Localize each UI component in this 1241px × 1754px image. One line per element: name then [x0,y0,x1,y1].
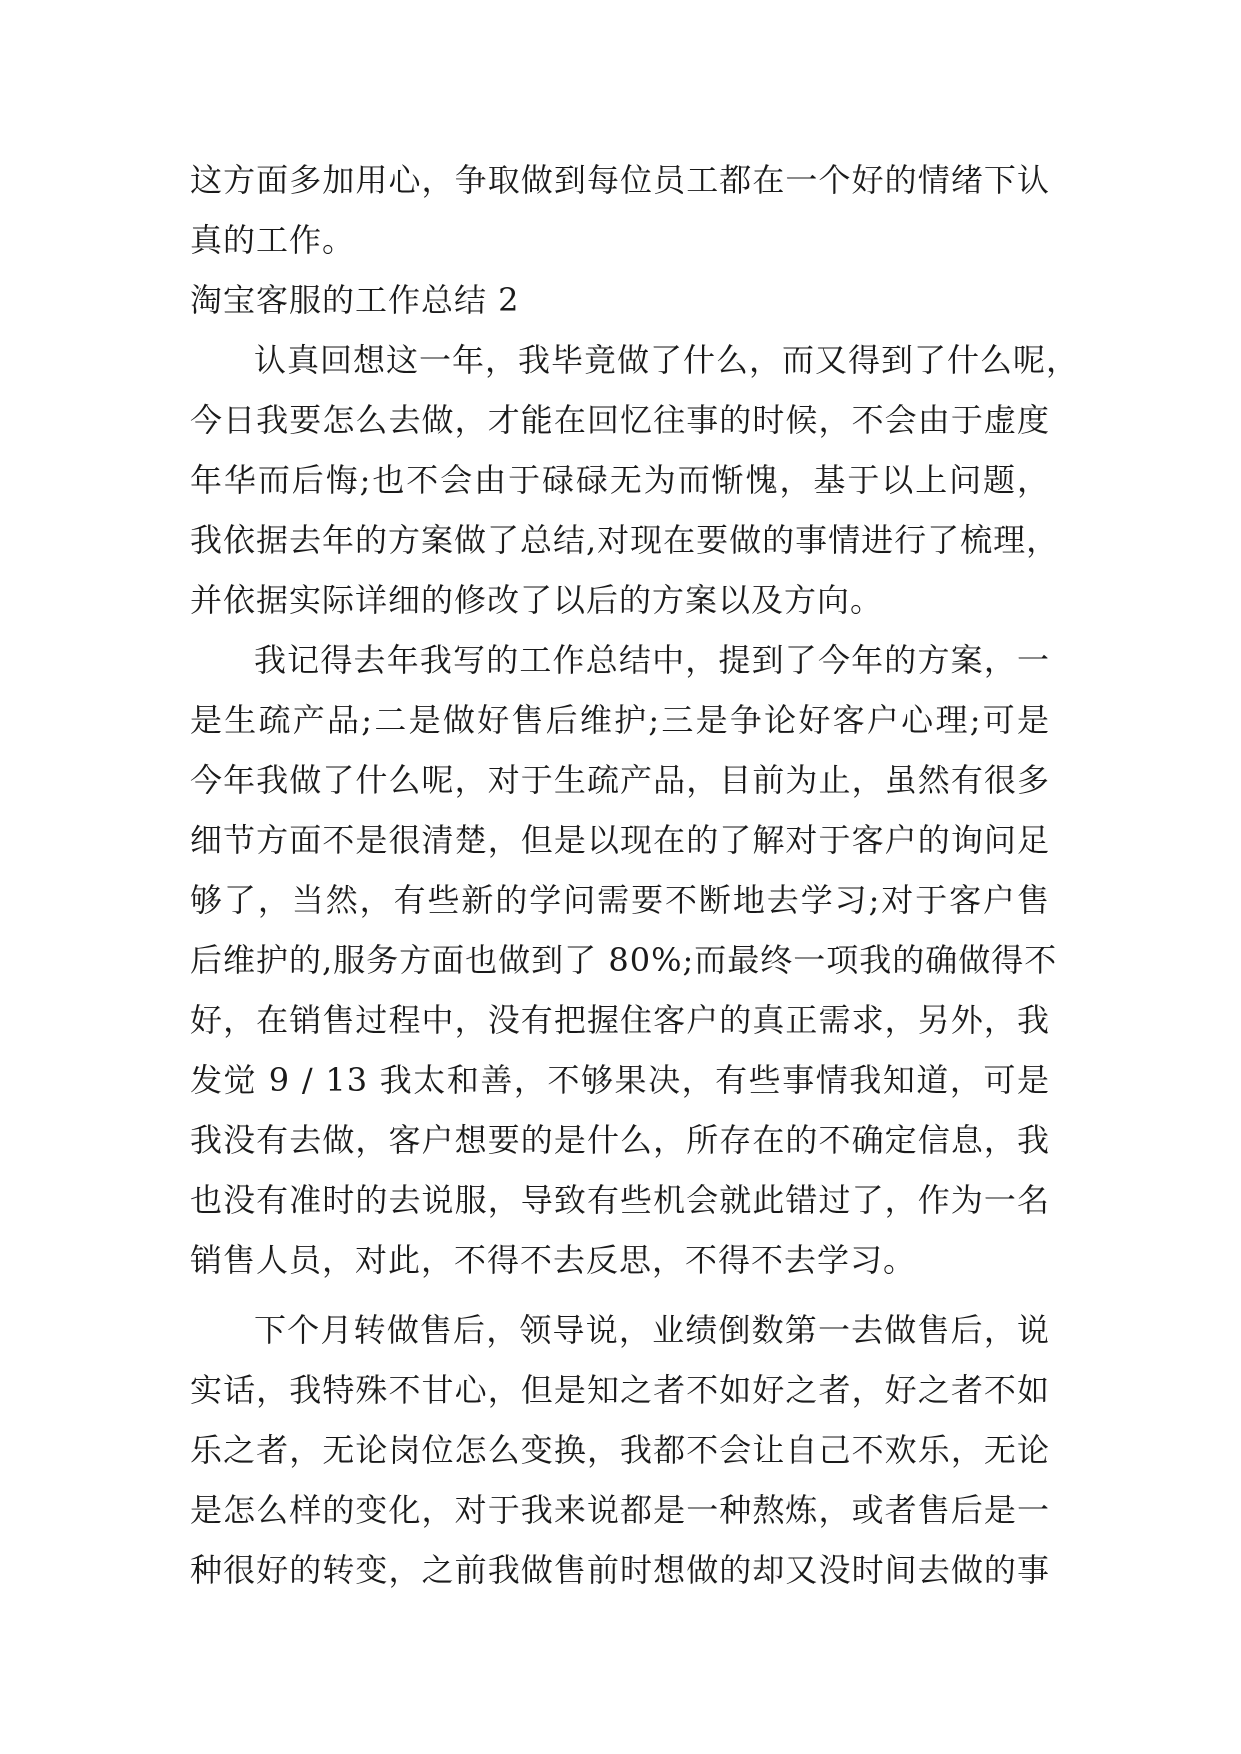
text-line: 好，在销售过程中，没有把握住客户的真正需求，另外，我 [190,1001,1050,1039]
text-line: 也没有准时的去说服，导致有些机会就此错过了，作为一名 [190,1181,1050,1219]
text-line: 真的工作。 [190,221,356,259]
text-line: 年华而后悔;也不会由于碌碌无为而惭愧，基于以上问题， [190,461,1050,499]
section-heading: 淘宝客服的工作总结 2 [190,281,520,319]
text-line: 实话，我特殊不甘心，但是知之者不如好之者，好之者不如 [190,1371,1050,1409]
text-line: 后维护的,服务方面也做到了 80%;而最终一项我的确做得不 [190,941,1058,979]
text-line: 够了，当然，有些新的学问需要不断地去学习;对于客户售 [190,881,1050,919]
text-line: 种很好的转变，之前我做售前时想做的却又没时间去做的事 [190,1551,1050,1589]
text-line: 是生疏产品;二是做好售后维护;三是争论好客户心理;可是 [190,701,1050,739]
text-line: 是怎么样的变化，对于我来说都是一种熬炼，或者售后是一 [190,1491,1050,1529]
text-line: 这方面多加用心，争取做到每位员工都在一个好的情绪下认 [190,161,1050,199]
text-line: 细节方面不是很清楚，但是以现在的了解对于客户的询问足 [190,821,1050,859]
text-line: 发觉 9 / 13 我太和善，不够果决，有些事情我知道，可是 [190,1061,1050,1099]
text-line: 并依据实际详细的修改了以后的方案以及方向。 [190,581,884,619]
text-line: 认真回想这一年，我毕竟做了什么，而又得到了什么呢， [254,341,1080,379]
text-line: 今日我要怎么去做，才能在回忆往事的时候，不会由于虚度 [190,401,1050,439]
text-line: 我没有去做，客户想要的是什么，所存在的不确定信息，我 [190,1121,1050,1159]
text-line: 今年我做了什么呢，对于生疏产品，目前为止，虽然有很多 [190,761,1050,799]
text-line: 销售人员，对此，不得不去反思，不得不去学习。 [190,1241,917,1279]
text-line: 我记得去年我写的工作总结中，提到了今年的方案，一 [254,641,1050,679]
text-line: 乐之者，无论岗位怎么变换，我都不会让自己不欢乐，无论 [190,1431,1050,1469]
text-line: 我依据去年的方案做了总结,对现在要做的事情进行了梳理， [190,521,1060,559]
text-line: 下个月转做售后，领导说，业绩倒数第一去做售后，说 [254,1311,1050,1349]
